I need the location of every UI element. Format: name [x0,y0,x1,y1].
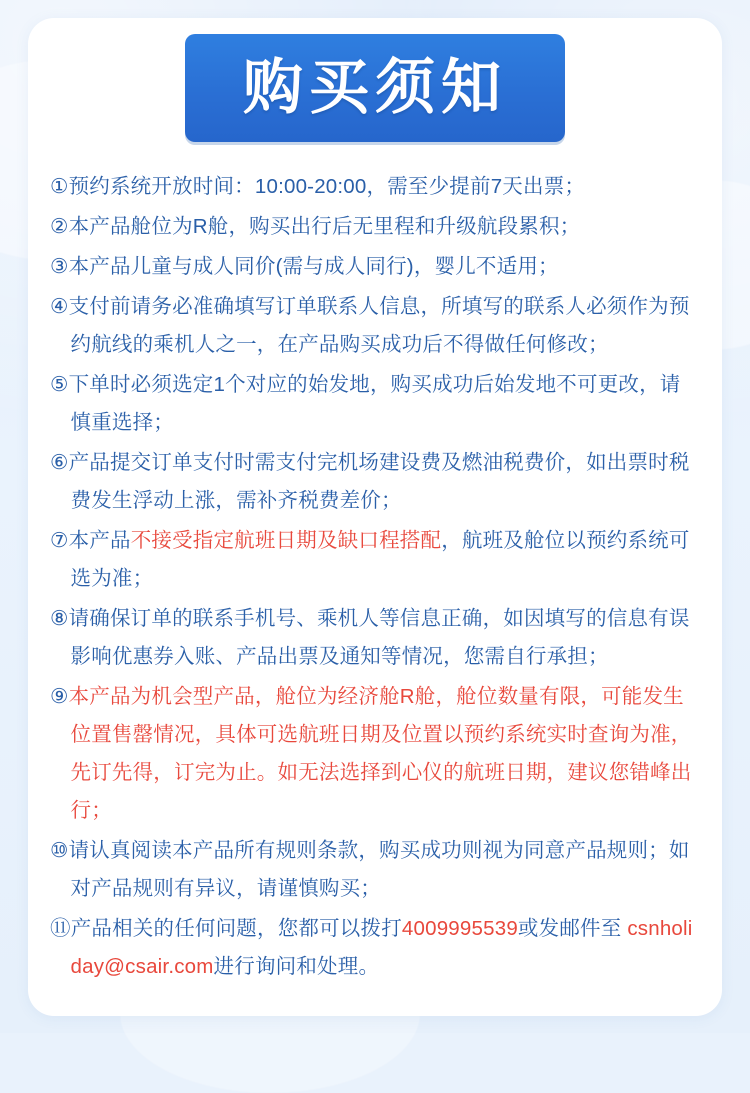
notice-item-marker: ③ [50,255,69,278]
page-title: 购买须知 [243,53,507,123]
notice-item [50,288,700,364]
notice-item [50,208,700,246]
notice-item-marker: ⑧ [50,607,69,630]
notice-item-highlight: 4009995539 [401,917,518,940]
notice-item-text: 产品相关的任何问题，您都可以拨打 [70,917,402,940]
notice-item [50,248,700,286]
notice-item-text: 产品提交订单支付时需支付完机场建设费及燃油税费价，如出票时税费发生浮动上涨，需补齐税费差价； [68,451,690,512]
notice-item-highlight: csnholiday@csair.com [70,917,693,978]
notice-item-marker: ② [50,215,69,238]
notice-item-text: 本产品舱位为R舱，购买出行后无里程和升级航段累积； [68,215,581,238]
notice-item-marker: ⑨ [50,685,69,708]
notice-item-marker: ⑦ [50,529,69,552]
notice-item [50,832,700,908]
notice-item-marker: ⑩ [50,839,69,862]
notice-item-text: 预约系统开放时间：10:00-20:00，需至少提前7天出票； [68,175,586,198]
notice-item-text: 或发邮件至 [517,917,628,940]
notice-item-text: 本产品 [68,529,131,552]
notice-item [50,522,700,598]
notice-item [50,366,700,442]
notice-item-highlight: 本产品为机会型产品，舱位为经济舱R舱，舱位数量有限，可能发生位置售罄情况，具体可选航班日期及位置以预约系统实时查询为准，先订先得，订完为止。如无法选择到心仪的航班日期，建议您错峰出行； [68,685,692,822]
notice-item-text: 支付前请务必准确填写订单联系人信息，所填写的联系人必须作为预约航线的乘机人之一，在产品购买成功后不得做任何修改； [68,295,690,356]
notice-item-marker: ① [50,175,69,198]
notice-item-marker: ⑪ [50,917,71,940]
notice-item-marker: ⑥ [50,451,69,474]
notice-item-marker: ⑤ [50,373,69,396]
notice-card [28,18,722,1016]
notice-item-highlight: 不接受指定航班日期及缺口程搭配 [130,529,442,552]
notice-item-text: 进行询问和处理。 [213,955,380,978]
notice-item-text: ，航班及舱位以预约系统可选为准； [70,529,690,590]
notice-list [50,168,700,980]
notice-item-text: 下单时必须选定1个对应的始发地，购买成功后始发地不可更改，请慎重选择； [68,373,681,434]
notice-item [50,600,700,676]
notice-item [50,678,700,830]
notice-item [50,444,700,520]
page-title-banner [185,34,565,142]
notice-item [50,168,700,206]
notice-item-marker: ④ [50,295,69,318]
notice-item-text: 请确保订单的联系手机号、乘机人等信息正确，如因填写的信息有误影响优惠券入账、产品出票及通知等情况，您需自行承担； [68,607,690,668]
notice-item [50,910,700,986]
notice-item-text: 本产品儿童与成人同价(需与成人同行)，婴儿不适用； [68,255,559,278]
notice-item-text: 请认真阅读本产品所有规则条款，购买成功则视为同意产品规则；如对产品规则有异议，请谨慎购买； [68,839,690,900]
